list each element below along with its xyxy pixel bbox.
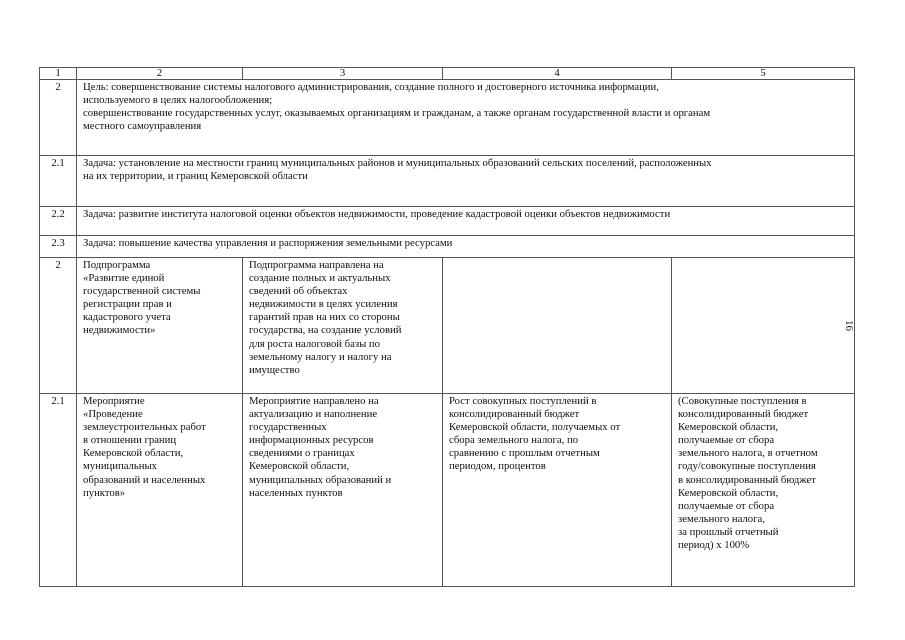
measure-name-line: муниципальных bbox=[83, 460, 157, 473]
measure-name-line: Мероприятие bbox=[83, 395, 145, 407]
measure-name-line: в отношении границ bbox=[83, 434, 177, 447]
task-number: 2.3 bbox=[40, 236, 77, 258]
task-number: 2.2 bbox=[40, 207, 77, 236]
subprogram-name-line: государственной системы bbox=[83, 285, 201, 298]
page-number: 16 bbox=[843, 320, 855, 331]
measure-formula-line: за прошлый отчетный bbox=[678, 525, 779, 538]
subprogram-description-line: земельному налогу и налогу на bbox=[249, 350, 392, 363]
header-row bbox=[40, 68, 855, 80]
measure-description-line: сведениями о границах bbox=[249, 447, 355, 460]
measure-formula-line: земельного налога, в отчетном bbox=[678, 447, 818, 460]
measure-formula-line: земельного налога, bbox=[678, 512, 765, 525]
task-row bbox=[40, 236, 855, 258]
measure-description-line: информационных ресурсов bbox=[249, 434, 374, 447]
task-line: Задача: развитие института налоговой оценки объектов недвижимости, проведение кадастровой оценки объектов недвижимости bbox=[83, 208, 671, 220]
subprogram-description bbox=[243, 258, 443, 394]
goal-number: 2 bbox=[40, 80, 77, 156]
subprogram-name-line: «Развитие единой bbox=[83, 272, 165, 285]
goal-line: местного самоуправления bbox=[83, 120, 202, 133]
goal-text bbox=[77, 80, 855, 156]
subprogram-description-line: создание полных и актуальных bbox=[249, 272, 391, 285]
subprogram-name-line: недвижимости» bbox=[83, 324, 156, 337]
measure-formula-line: в консолидированный бюджет bbox=[678, 473, 816, 486]
header-col-3: 3 bbox=[243, 68, 443, 80]
subprogram-name bbox=[77, 258, 243, 394]
measure-formula-line: консолидированный бюджет bbox=[678, 408, 809, 421]
measure-row bbox=[40, 394, 855, 587]
measure-indicator-line: сбора земельного налога, по bbox=[449, 434, 579, 447]
subprogram-name-line: регистрации прав и bbox=[83, 298, 172, 311]
measure-description-line: населенных пунктов bbox=[249, 486, 343, 499]
measure-name-line: образований и населенных bbox=[83, 473, 206, 486]
header-col-5: 5 bbox=[672, 68, 855, 80]
subprogram-description-line: сведений об объектах bbox=[249, 285, 348, 298]
measure-formula-line: Кемеровской области, bbox=[678, 486, 779, 499]
measure-formula-line: получаемые от сбора bbox=[678, 434, 775, 447]
task-line: Задача: повышение качества управления и распоряжения земельными ресурсами bbox=[83, 237, 453, 249]
measure-name-line: землеустроительных работ bbox=[83, 421, 206, 434]
measure-indicator-line: Кемеровской области, получаемых от bbox=[449, 421, 621, 434]
measure-formula-line: получаемые от сбора bbox=[678, 499, 775, 512]
subprogram-number: 2 bbox=[40, 258, 77, 394]
measure-name-line: «Проведение bbox=[83, 408, 143, 421]
measure-description-line: муниципальных образований и bbox=[249, 473, 392, 486]
measure-indicator-line: сравнению с прошлым отчетным bbox=[449, 447, 600, 460]
task-line: Задача: установление на местности границ муниципальных районов и муниципальных образований сельских поселений, расположенных bbox=[83, 157, 712, 169]
header-col-1: 1 bbox=[40, 68, 77, 80]
measure-formula-line: году/совокупные поступления bbox=[678, 460, 816, 473]
subprogram-indicator bbox=[443, 258, 672, 394]
subprogram-description-line: недвижимости в целях усиления bbox=[249, 298, 398, 311]
goal-line: Цель: совершенствование системы налогового администрирования, создание полного и достоверного источника информации, bbox=[83, 81, 659, 93]
measure-indicator bbox=[443, 394, 672, 587]
subprogram-description-line: для роста налоговой базы по bbox=[249, 337, 380, 350]
measure-formula-line: (Совокупные поступления в bbox=[678, 395, 807, 407]
subprogram-name-line: Подпрограмма bbox=[83, 259, 151, 271]
subprogram-row bbox=[40, 258, 855, 394]
measure-formula bbox=[672, 394, 855, 587]
measure-indicator-line: периодом, процентов bbox=[449, 460, 546, 473]
subprogram-description-line: имущество bbox=[249, 363, 300, 376]
measure-description-line: Кемеровской области, bbox=[249, 460, 350, 473]
task-text bbox=[77, 156, 855, 207]
measure-name-line: Кемеровской области, bbox=[83, 447, 184, 460]
task-row bbox=[40, 207, 855, 236]
measure-indicator-line: консолидированный бюджет bbox=[449, 408, 580, 421]
subprogram-description-line: государства, на создание условий bbox=[249, 324, 402, 337]
measure-formula-line: период) х 100% bbox=[678, 539, 750, 552]
goal-row bbox=[40, 80, 855, 156]
header-col-4: 4 bbox=[443, 68, 672, 80]
measure-formula-line: Кемеровской области, bbox=[678, 421, 779, 434]
measure-name-line: пунктов» bbox=[83, 486, 126, 499]
goal-line: используемого в целях налогообложения; bbox=[83, 94, 273, 107]
goal-line: совершенствование государственных услуг, оказываемых организациям и гражданам, а также органам государственной власти и органам bbox=[83, 107, 711, 120]
indicators-table bbox=[39, 67, 855, 587]
subprogram-method bbox=[672, 258, 855, 394]
measure-description bbox=[243, 394, 443, 587]
subprogram-name-line: кадастрового учета bbox=[83, 311, 171, 324]
measure-name bbox=[77, 394, 243, 587]
subprogram-description-line: Подпрограмма направлена на bbox=[249, 259, 384, 271]
header-col-2: 2 bbox=[77, 68, 243, 80]
subprogram-description-line: гарантий прав на них со стороны bbox=[249, 311, 400, 324]
measure-number: 2.1 bbox=[40, 394, 77, 587]
task-text bbox=[77, 236, 855, 258]
task-text bbox=[77, 207, 855, 236]
task-number: 2.1 bbox=[40, 156, 77, 207]
measure-indicator-line: Рост совокупных поступлений в bbox=[449, 395, 597, 407]
task-row bbox=[40, 156, 855, 207]
task-line: на их территории, и границ Кемеровской области bbox=[83, 170, 308, 183]
measure-description-line: Мероприятие направлено на bbox=[249, 395, 379, 407]
measure-description-line: государственных bbox=[249, 421, 327, 434]
measure-description-line: актуализацию и наполнение bbox=[249, 408, 378, 421]
